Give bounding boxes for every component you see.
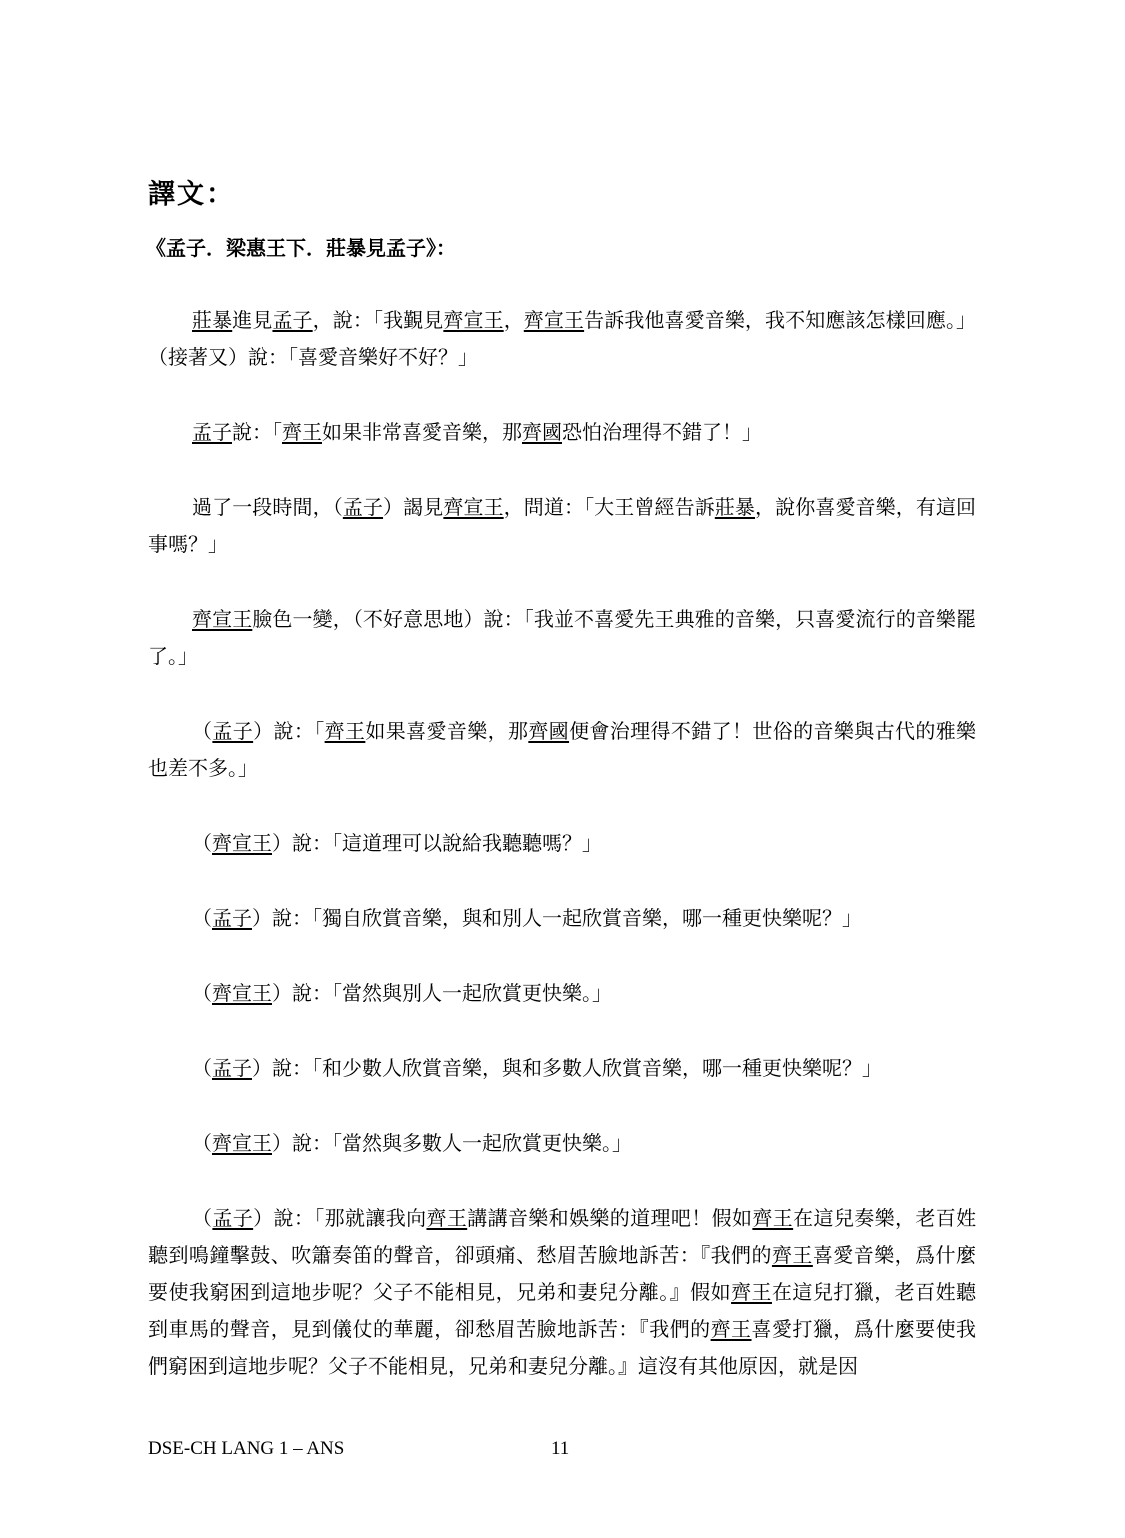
section-subtitle: 《孟子．梁惠王下．莊暴見孟子》： xyxy=(146,236,456,260)
text-segment: 進見 xyxy=(232,308,273,332)
text-segment: ）說：「獨自欣賞音樂，與和別人一起欣賞音樂，哪一種更快樂呢？」 xyxy=(252,906,862,930)
proper-noun: 齊王 xyxy=(324,719,366,743)
text-segment: 告訴我他喜愛音樂，我不知應該怎樣回應。」（接著又）說：「喜愛音樂好不好？」 xyxy=(148,308,977,369)
paragraph xyxy=(148,900,976,937)
proper-noun: 齊宣王 xyxy=(212,981,272,1005)
proper-noun: 莊暴 xyxy=(192,308,233,332)
proper-noun: 孟子 xyxy=(212,906,252,930)
text-segment: 在這兒奏樂，老百姓聽到鳴鐘擊鼓、吹簫奏笛的聲音，卻頭痛、愁眉苦臉地訴苦：『我們的 xyxy=(148,1206,977,1267)
text-segment: （ xyxy=(192,981,212,1005)
text-segment: （ xyxy=(192,719,213,743)
paragraph xyxy=(148,975,976,1012)
paragraph xyxy=(148,489,976,563)
text-segment: ，問道：「大王曾經告訴 xyxy=(503,495,715,519)
proper-noun: 孟子 xyxy=(212,1206,254,1230)
proper-noun: 齊宣王 xyxy=(523,308,585,332)
proper-noun: 齊王 xyxy=(771,1243,813,1267)
paragraph xyxy=(148,1125,976,1162)
text-segment: （ xyxy=(192,831,212,855)
proper-noun: 孟子 xyxy=(272,308,313,332)
translation-body xyxy=(148,302,976,1423)
text-segment: （ xyxy=(192,1206,213,1230)
text-segment: ）說：「那就讓我向 xyxy=(253,1206,427,1230)
proper-noun: 齊王 xyxy=(282,420,322,444)
paragraph xyxy=(148,825,976,862)
page-number: 11 xyxy=(551,1438,570,1459)
proper-noun: 齊王 xyxy=(710,1317,752,1341)
text-segment: ）說：「當然與別人一起欣賞更快樂。」 xyxy=(272,981,612,1005)
text-segment: 喜愛音樂，爲什麼要使我窮困到這地步呢？父子不能相見，兄弟和妻兒分離。』假如 xyxy=(148,1243,977,1304)
footer-document-code: DSE-CH LANG 1 – ANS xyxy=(148,1438,345,1459)
proper-noun: 齊宣王 xyxy=(212,831,272,855)
text-segment: ）說：「這道理可以說給我聽聽嗎？」 xyxy=(272,831,602,855)
paragraph xyxy=(148,601,976,675)
text-segment: （ xyxy=(192,906,212,930)
text-segment: （ xyxy=(192,1056,212,1080)
text-segment: 在這兒打獵，老百姓聽到車馬的聲音，見到儀仗的華麗，卻愁眉苦臉地訴苦：『我們的 xyxy=(148,1280,977,1341)
text-segment: （ xyxy=(192,1131,212,1155)
text-segment: ）說：「和少數人欣賞音樂，與和多數人欣賞音樂，哪一種更快樂呢？」 xyxy=(252,1056,882,1080)
text-segment: ）說：「 xyxy=(253,719,325,743)
proper-noun: 齊宣王 xyxy=(212,1131,272,1155)
text-segment: ， xyxy=(503,308,524,332)
proper-noun: 孟子 xyxy=(212,1056,252,1080)
text-segment: 說：「 xyxy=(232,420,282,444)
page-title: 譯文： xyxy=(148,179,235,210)
proper-noun: 孟子 xyxy=(342,495,384,519)
text-segment: 講講音樂和娛樂的道理吧！假如 xyxy=(467,1206,753,1230)
proper-noun: 齊宣王 xyxy=(192,607,253,631)
paragraph xyxy=(148,1050,976,1087)
proper-noun: 齊王 xyxy=(426,1206,468,1230)
paragraph xyxy=(148,713,976,787)
text-segment: 喜愛打獵，爲什麼要使我們窮困到這地步呢？父子不能相見，兄弟和妻兒分離。』這沒有其他原因，就是因 xyxy=(148,1317,977,1378)
text-segment: ，說：「我覲見 xyxy=(312,308,444,332)
paragraph xyxy=(148,302,976,376)
proper-noun: 齊國 xyxy=(528,719,570,743)
proper-noun: 齊王 xyxy=(752,1206,794,1230)
text-segment: 如果喜愛音樂，那 xyxy=(365,719,529,743)
text-segment: ）謁見 xyxy=(383,495,444,519)
proper-noun: 莊暴 xyxy=(714,495,756,519)
paragraph xyxy=(148,414,976,451)
proper-noun: 齊宣王 xyxy=(443,495,504,519)
proper-noun: 齊國 xyxy=(522,420,562,444)
proper-noun: 齊王 xyxy=(731,1280,772,1304)
text-segment: 恐怕治理得不錯了！」 xyxy=(562,420,762,444)
text-segment: ，說你喜愛音樂，有這回事嗎？」 xyxy=(148,495,977,556)
text-segment: 便會治理得不錯了！世俗的音樂與古代的雅樂也差不多。」 xyxy=(148,719,977,780)
text-segment: 過了一段時間，（ xyxy=(192,495,343,519)
text-segment: 如果非常喜愛音樂，那 xyxy=(322,420,522,444)
text-segment: ）說：「當然與多數人一起欣賞更快樂。」 xyxy=(272,1131,632,1155)
proper-noun: 齊宣王 xyxy=(443,308,504,332)
proper-noun: 孟子 xyxy=(192,420,232,444)
text-segment: 臉色一變，（不好意思地）說：「我並不喜愛先王典雅的音樂，只喜愛流行的音樂罷了。」 xyxy=(148,607,977,668)
paragraph xyxy=(148,1200,976,1385)
proper-noun: 孟子 xyxy=(212,719,254,743)
